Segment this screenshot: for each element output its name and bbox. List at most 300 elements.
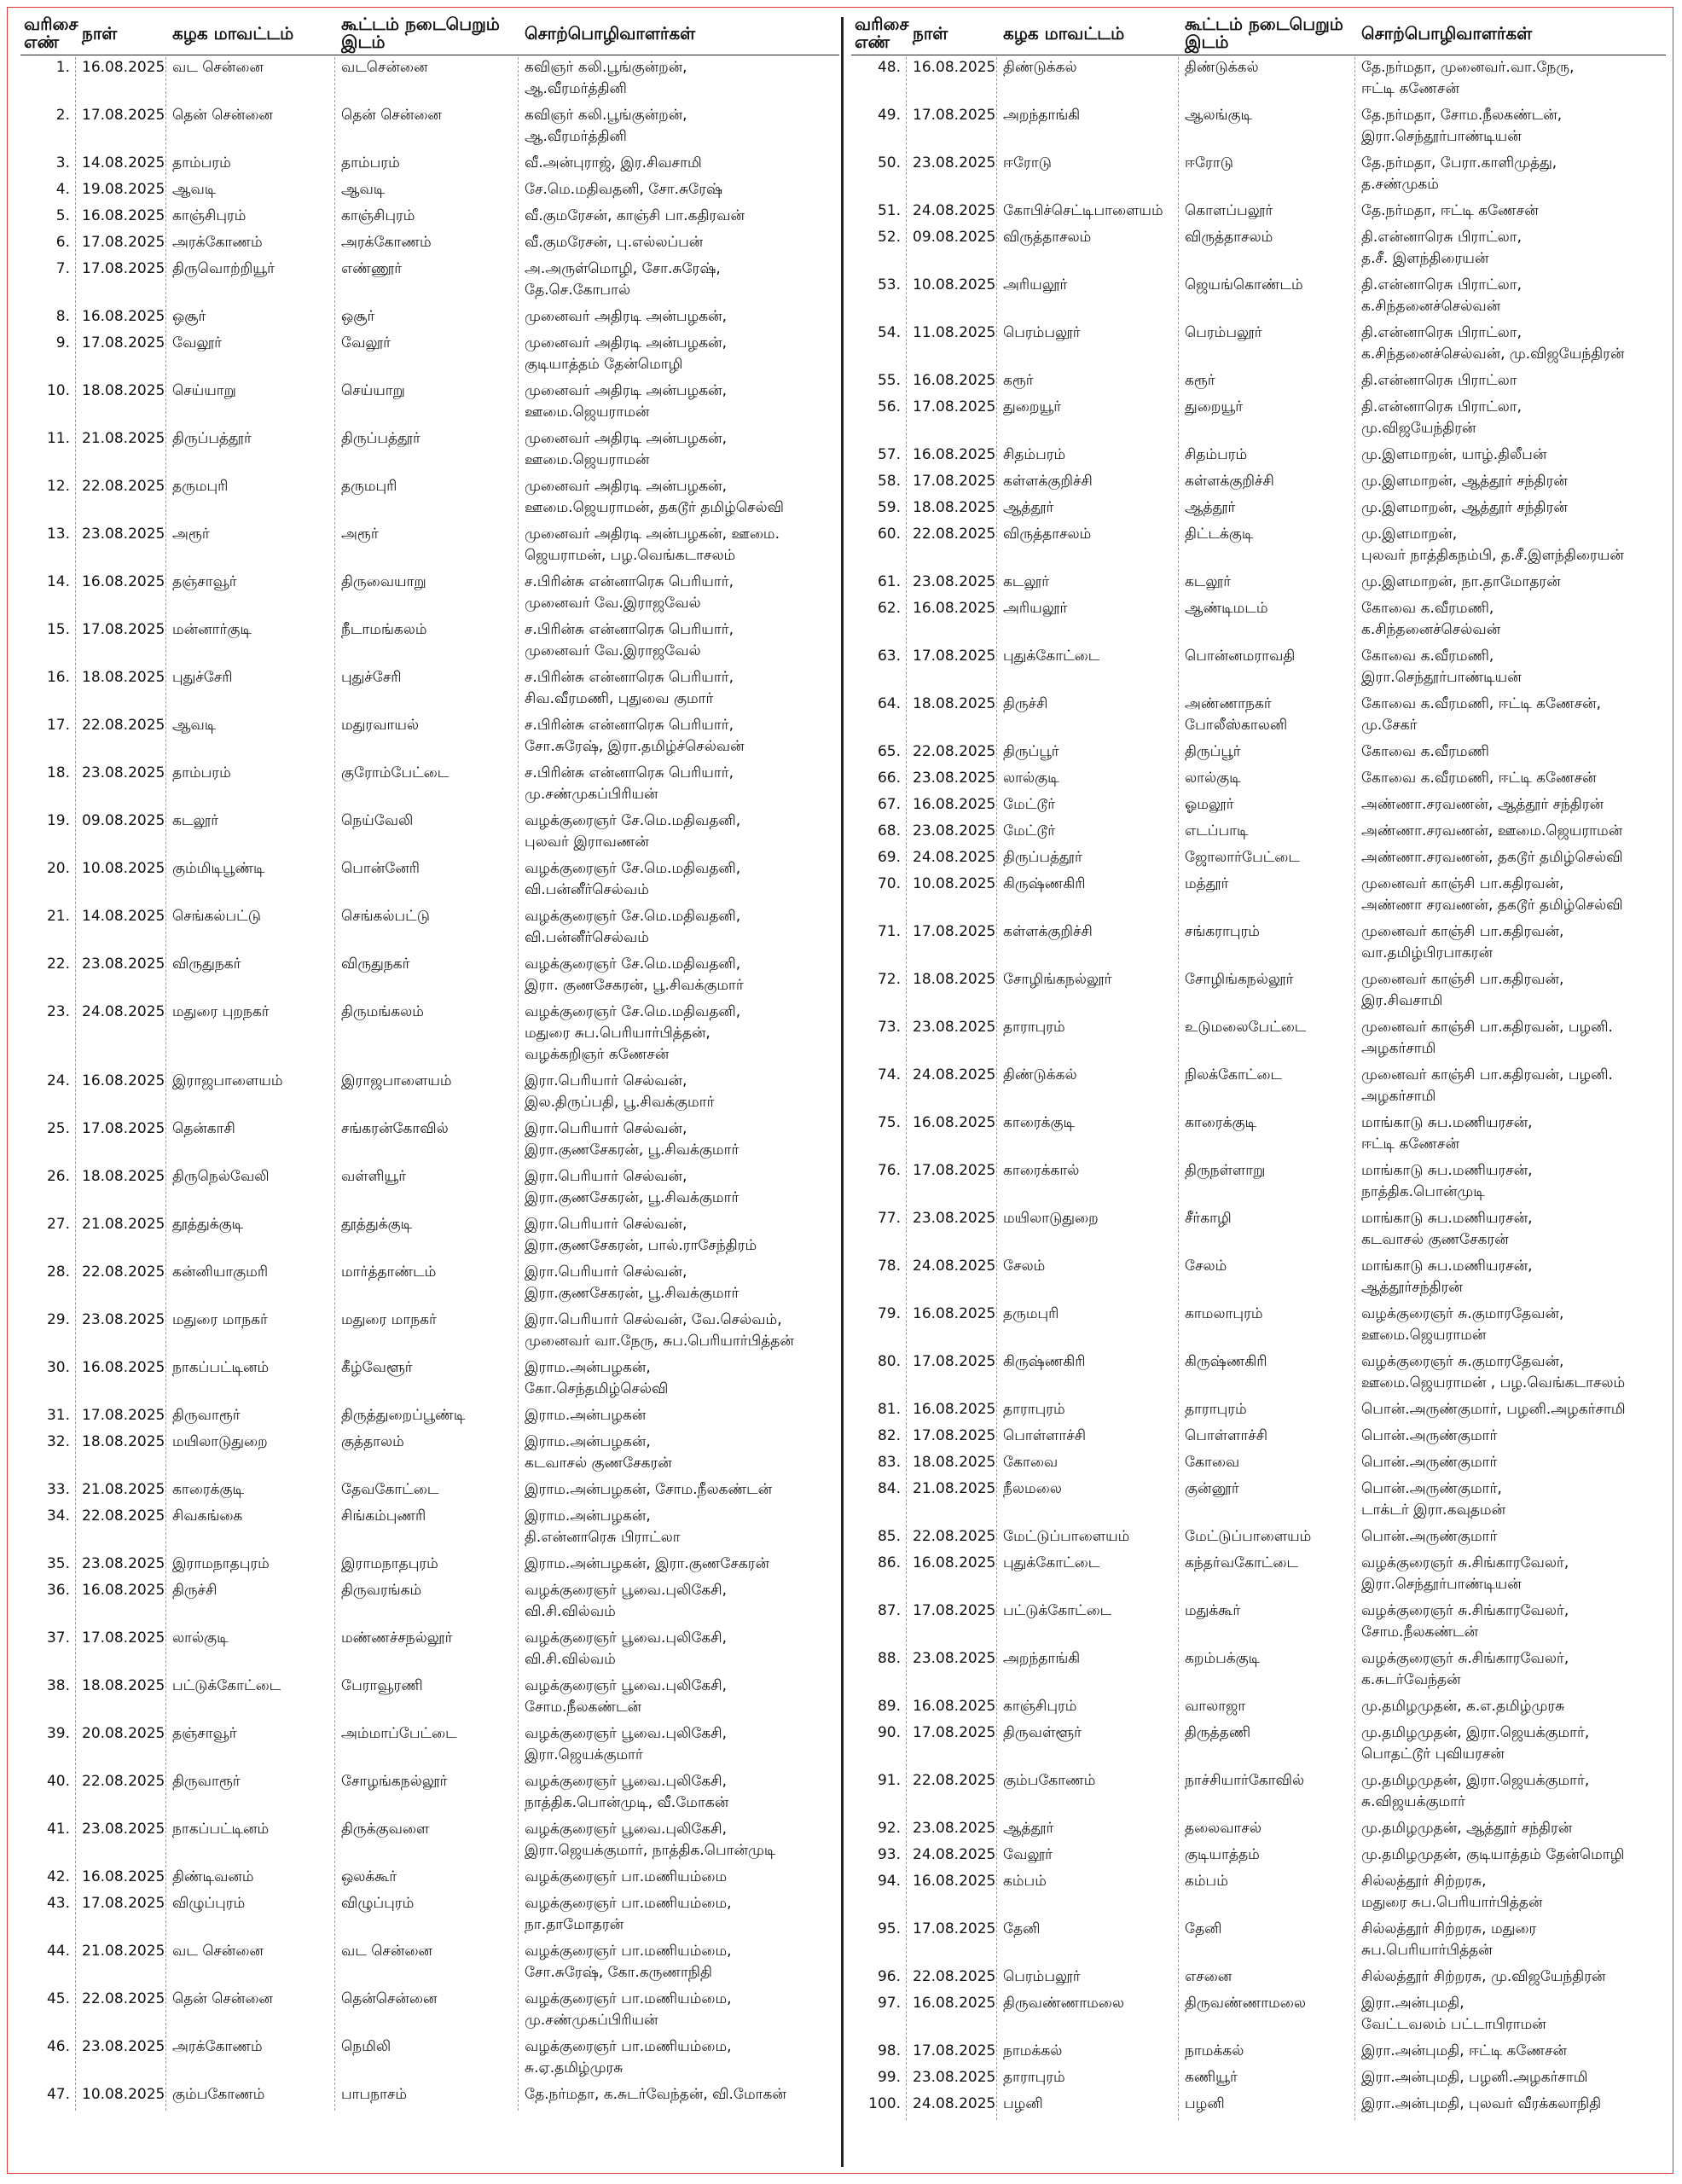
cell-venue: அம்மாப்பேட்டை	[341, 1725, 457, 1742]
cell-date: 16.08.2025	[913, 1995, 996, 2012]
cell-venue: ஒசூர்	[341, 308, 375, 325]
cell-date: 16.08.2025	[913, 1873, 996, 1890]
table-row	[20, 1941, 839, 1989]
cell-speakers: மு.தமிழமுதன், இரா.ஜெயக்குமார், பொதட்டூர் புவியரசன்	[1361, 1724, 1590, 1763]
cell-serial-no: 100.	[868, 2095, 901, 2112]
cell-venue: கோவை	[1185, 1454, 1240, 1471]
cell-district: அறந்தாங்கி	[1003, 1650, 1081, 1667]
cell-date: 22.08.2025	[82, 478, 165, 495]
cell-speakers: வீ.அன்புராஜ், இர.சிவசாமி	[525, 154, 702, 171]
cell-speakers: இரா.அன்புமதி, வேட்டவலம் பட்டாபிராமன்	[1361, 1995, 1546, 2033]
cell-district: தேனி	[1003, 1920, 1041, 1937]
cell-date: 17.08.2025	[82, 234, 165, 251]
cell-venue: தென்சென்னை	[341, 1990, 438, 2007]
cell-district: மேட்டூர்	[1003, 822, 1056, 839]
cell-date: 17.08.2025	[913, 1724, 996, 1741]
table-row	[851, 397, 1666, 444]
cell-venue: குத்தாலம்	[341, 1433, 404, 1450]
cell-venue: கரூர்	[1185, 372, 1215, 389]
cell-date: 21.08.2025	[82, 1943, 165, 1960]
cell-serial-no: 74.	[877, 1066, 901, 1083]
table-row	[851, 200, 1666, 227]
cell-speakers: தே.நர்மதா, பேரா.காளிமுத்து, த.சண்முகம்	[1361, 154, 1557, 193]
cell-date: 22.08.2025	[913, 526, 996, 543]
table-row	[20, 1819, 839, 1867]
cell-serial-no: 17.	[46, 717, 70, 734]
cell-district: திண்டுக்கல்	[1003, 1066, 1077, 1083]
cell-serial-no: 11.	[46, 430, 70, 447]
cell-serial-no: 62.	[877, 600, 901, 617]
cell-date: 16.08.2025	[82, 1868, 165, 1885]
cell-serial-no: 73.	[877, 1019, 901, 1036]
table-row	[20, 1002, 839, 1071]
cell-serial-no: 61.	[877, 573, 901, 590]
cell-date: 17.08.2025	[913, 398, 996, 415]
table-row	[851, 1017, 1666, 1065]
cell-date: 23.08.2025	[913, 1820, 996, 1837]
cell-district: காரைக்கால்	[1003, 1162, 1080, 1179]
cell-district: வேலூர்	[172, 334, 223, 351]
cell-district: தென் சென்னை	[172, 1990, 273, 2007]
cell-speakers: வழக்குரைஞர் சே.மெ.மதிவதனி, வி.பன்னீர்செல்வம்	[525, 908, 741, 946]
cell-speakers: வழக்குரைஞர் பூவை.புலிகேசி, நாத்திக.பொன்முடி, வீ.மோகன்	[525, 1773, 729, 1811]
table-row	[851, 1399, 1666, 1426]
table-row	[851, 497, 1666, 524]
cell-venue: நெய்வேலி	[341, 812, 414, 829]
cell-venue: சங்கராபுரம்	[1185, 923, 1260, 940]
table-row	[851, 1993, 1666, 2041]
cell-serial-no: 96.	[877, 1968, 901, 1985]
cell-venue: குரோம்பேட்டை	[341, 764, 450, 781]
cell-venue: நாச்சியார்கோவில்	[1185, 1772, 1305, 1789]
cell-serial-no: 43.	[46, 1895, 70, 1912]
table-row	[851, 2041, 1666, 2067]
cell-speakers: வழக்குரைஞர் பூவை.புலிகேசி, வி.சி.வில்வம்	[525, 1629, 728, 1668]
cell-serial-no: 48.	[877, 59, 901, 76]
table-row	[20, 1071, 839, 1118]
cell-district: தருமபுரி	[1003, 1305, 1059, 1322]
cell-date: 18.08.2025	[82, 1168, 165, 1185]
cell-venue: துறையூர்	[1185, 398, 1244, 415]
cell-venue: விருத்தாசலம்	[1185, 229, 1273, 246]
cell-venue: பொன்னேரி	[341, 860, 420, 877]
cell-speakers: இராம.அன்பழகன், தி.என்னாரெசு பிராட்லா	[525, 1507, 681, 1546]
cell-district: கும்பகோணம்	[1003, 1772, 1096, 1789]
cell-date: 17.08.2025	[82, 260, 165, 277]
cell-district: தாராபுரம்	[1003, 1019, 1065, 1036]
cell-speakers: முனைவர் அதிரடி அன்பழகன், ஊமை.ஜெயராமன், தகடூர் தமிழ்செல்வி	[525, 478, 784, 516]
cell-venue: தேனி	[1185, 1920, 1222, 1937]
cell-date: 23.08.2025	[82, 2038, 165, 2055]
cell-speakers: வீ.குமரேசன், பு.எல்லப்பன்	[525, 234, 704, 251]
cell-speakers: அண்ணா.சரவணன், ஊமை.ஜெயராமன்	[1361, 822, 1623, 839]
cell-venue: நிலக்கோட்டை	[1185, 1066, 1283, 1083]
cell-district: அரக்கோணம்	[172, 2038, 263, 2055]
cell-speakers: மு.தமிழமுதன், ஆத்தூர் சந்திரன்	[1361, 1820, 1573, 1837]
cell-speakers: இரா.அன்புமதி, பழனி.அழகர்சாமி	[1361, 2069, 1588, 2086]
cell-speakers: மு.தமிழமுதன், குடியாத்தம் தேன்மொழி	[1361, 1846, 1625, 1863]
cell-speakers: வழக்குரைஞர் சே.மெ.மதிவதனி, புலவர் இராவணன்	[525, 812, 741, 851]
cell-district: திண்டுக்கல்	[1003, 59, 1077, 76]
cell-speakers: வழக்குரைஞர் பா.மணியம்மை, சு.ஏ.தமிழ்முரசு	[525, 2038, 732, 2077]
cell-date: 22.08.2025	[913, 1528, 996, 1545]
cell-venue: வட சென்னை	[341, 1943, 432, 1960]
cell-date: 16.08.2025	[82, 308, 165, 325]
cell-date: 10.08.2025	[913, 276, 996, 293]
cell-venue: மண்ணச்சநல்லூர்	[341, 1629, 453, 1647]
cell-venue: குடியாத்தம்	[1185, 1846, 1260, 1863]
cell-speakers: தி.என்னாரெசு பிராட்லா, மு.விஜயேந்திரன்	[1361, 398, 1522, 437]
cell-district: தாம்பரம்	[172, 764, 231, 781]
cell-speakers: மாங்காடு சுப.மணியரசன், கடவாசல் குணசேகரன்	[1361, 1210, 1533, 1248]
cell-date: 24.08.2025	[913, 1066, 996, 1083]
cell-venue: மதுக்கூர்	[1185, 1602, 1241, 1619]
cell-speakers: தி.என்னாரெசு பிராட்லா	[1361, 372, 1517, 389]
cell-serial-no: 83.	[877, 1454, 901, 1471]
cell-venue: கீழ்வேளூர்	[341, 1359, 413, 1376]
column-divider	[906, 57, 908, 2120]
cell-serial-no: 75.	[877, 1114, 901, 1131]
table-row	[851, 1966, 1666, 1993]
cell-serial-no: 95.	[877, 1920, 901, 1937]
header-date: நாள்	[82, 22, 118, 44]
cell-date: 22.08.2025	[913, 1968, 996, 1985]
cell-speakers: மு.தமிழமுதன், இரா.ஜெயக்குமார், சு.விஜயக்குமார்	[1361, 1772, 1590, 1810]
cell-venue: வள்ளியூர்	[341, 1168, 407, 1185]
cell-district: திருப்பூர்	[1003, 743, 1059, 760]
cell-serial-no: 87.	[877, 1602, 901, 1619]
table-row	[851, 57, 1666, 105]
cell-speakers: வழக்குரைஞர் சே.மெ.மதிவதனி, இரா. குணசேகரன், பூ.சிவக்குமார்	[525, 956, 744, 994]
schedule-table-right	[851, 12, 1666, 2162]
table-row	[851, 768, 1666, 794]
table-row	[851, 921, 1666, 969]
header-district: கழக மாவட்டம்	[1003, 22, 1125, 44]
cell-date: 16.08.2025	[913, 1114, 996, 1131]
cell-date: 16.08.2025	[82, 1359, 165, 1376]
cell-serial-no: 37.	[46, 1629, 70, 1647]
cell-speakers: தே.நர்மதா, ஈட்டி கணேசன்	[1361, 202, 1539, 219]
cell-serial-no: 14.	[46, 573, 70, 590]
cell-date: 17.08.2025	[913, 923, 996, 940]
cell-serial-no: 67.	[877, 796, 901, 813]
table-row	[20, 524, 839, 572]
table-row	[851, 1256, 1666, 1304]
cell-date: 24.08.2025	[913, 202, 996, 219]
cell-district: புதுச்சேரி	[172, 669, 233, 686]
column-divider	[518, 57, 519, 2111]
cell-speakers: வழக்குரைஞர் பூவை.புலிகேசி, வி.சி.வில்வம்	[525, 1582, 728, 1620]
cell-date: 23.08.2025	[913, 1650, 996, 1667]
cell-date: 23.08.2025	[913, 1210, 996, 1227]
cell-serial-no: 52.	[877, 229, 901, 246]
cell-district: அரூர்	[172, 526, 210, 543]
cell-venue: திருப்பூர்	[1185, 743, 1241, 760]
cell-venue: திருக்குவளை	[341, 1821, 430, 1838]
table-row	[20, 1166, 839, 1214]
cell-speakers: முனைவர் காஞ்சி பா.கதிரவன், அண்ணா சரவணன், தகடூர் தமிழ்செல்வி	[1361, 875, 1623, 914]
table-row	[851, 1919, 1666, 1966]
table-row	[851, 322, 1666, 370]
cell-date: 18.08.2025	[913, 971, 996, 988]
table-row	[20, 763, 839, 810]
cell-serial-no: 13.	[46, 526, 70, 543]
cell-date: 24.08.2025	[913, 2095, 996, 2112]
cell-speakers: மாங்காடு சுப.மணியரசன், நாத்திக.பொன்முடி	[1361, 1162, 1533, 1200]
cell-venue: பொன்னமராவதி	[1185, 648, 1296, 665]
cell-serial-no: 41.	[46, 1821, 70, 1838]
cell-serial-no: 66.	[877, 770, 901, 787]
cell-venue: கடலூர்	[1185, 573, 1232, 590]
cell-venue: கந்தர்வகோட்டை	[1185, 1554, 1298, 1571]
cell-venue: தென் சென்னை	[341, 107, 442, 124]
cell-district: அரியலூர்	[1003, 600, 1068, 617]
cell-venue: அண்ணாநகர் போலீஸ்காலனி	[1185, 695, 1288, 734]
table-row	[851, 1844, 1666, 1871]
cell-venue: செங்கல்பட்டு	[341, 908, 430, 925]
cell-date: 10.08.2025	[913, 875, 996, 892]
cell-district: வட சென்னை	[172, 1943, 264, 1960]
cell-district: நாகப்பட்டினம்	[172, 1821, 270, 1838]
cell-district: மயிலாடுதுறை	[172, 1433, 268, 1450]
cell-district: திருப்பத்தூர்	[172, 430, 252, 447]
cell-district: திருப்பத்தூர்	[1003, 849, 1082, 866]
cell-serial-no: 92.	[877, 1820, 901, 1837]
cell-district: மதுரை புறநகர்	[172, 1003, 270, 1020]
cell-date: 14.08.2025	[82, 154, 165, 171]
cell-speakers: முனைவர் அதிரடி அன்பழகன், ஊமை.ஜெயராமன்	[525, 430, 728, 468]
cell-speakers: இரா.பெரியார் செல்வன், இல.திருப்பதி, பூ.சிவக்குமார்	[525, 1072, 715, 1111]
table-row	[20, 954, 839, 1002]
cell-speakers: வழக்குரைஞர் பூவை.புலிகேசி, இரா.ஜெயக்குமார்	[525, 1725, 728, 1763]
cell-speakers: மு.இளமாறன், ஆத்தூர் சந்திரன்	[1361, 499, 1568, 516]
cell-serial-no: 93.	[877, 1846, 901, 1863]
cell-district: பெரம்பலூர்	[1003, 324, 1081, 341]
cell-venue: சிங்கம்புணரி	[341, 1507, 426, 1525]
column-divider	[996, 57, 998, 2120]
cell-district: கள்ளக்குறிச்சி	[1003, 473, 1093, 490]
cell-speakers: முனைவர் அதிரடி அன்பழகன், குடியாத்தம் தேன்மொழி	[525, 334, 728, 373]
cell-district: பட்டுக்கோட்டை	[1003, 1602, 1112, 1619]
cell-district: நாகப்பட்டினம்	[172, 1359, 270, 1376]
cell-district: காரைக்குடி	[172, 1481, 245, 1498]
cell-serial-no: 28.	[46, 1263, 70, 1281]
cell-venue: தருமபுரி	[341, 478, 397, 495]
cell-venue: இராமநாதபுரம்	[341, 1555, 438, 1572]
cell-district: கள்ளக்குறிச்சி	[1003, 923, 1093, 940]
cell-serial-no: 56.	[877, 398, 901, 415]
cell-speakers: இரா.அன்புமதி, புலவர் வீரக்கலாநிதி	[1361, 2095, 1602, 2112]
cell-date: 17.08.2025	[913, 648, 996, 665]
column-divider	[334, 57, 336, 2111]
table-row	[851, 2067, 1666, 2094]
cell-speakers: தி.என்னாரெசு பிராட்லா, க.சிந்தனைச்செல்வன், மு.விஜயேந்திரன்	[1361, 324, 1625, 363]
cell-serial-no: 65.	[877, 743, 901, 760]
cell-date: 16.08.2025	[82, 1072, 165, 1089]
cell-district: திருச்சி	[172, 1582, 218, 1599]
cell-serial-no: 18.	[46, 764, 70, 781]
table-row	[851, 874, 1666, 921]
cell-speakers: வழக்குரைஞர் சு.சிங்காரவேலர், க.சுடர்வேந்தன்	[1361, 1650, 1569, 1688]
table-row	[851, 1304, 1666, 1351]
cell-district: ஆவடி	[172, 717, 217, 734]
cell-serial-no: 40.	[46, 1773, 70, 1790]
cell-venue: பாபநாசம்	[341, 2086, 408, 2103]
cell-speakers: கவிஞர் கலி.பூங்குன்றன், ஆ.வீரமர்த்தினி	[525, 107, 687, 145]
cell-speakers: வழக்குரைஞர் பா.மணியம்மை	[525, 1868, 728, 1885]
table-row	[20, 1118, 839, 1166]
cell-serial-no: 5.	[55, 207, 70, 224]
table-row	[20, 428, 839, 476]
cell-date: 18.08.2025	[913, 499, 996, 516]
cell-venue: திருத்தணி	[1185, 1724, 1251, 1741]
cell-venue: திருவையாறு	[341, 573, 426, 590]
cell-venue: அரக்கோணம்	[341, 234, 432, 251]
cell-date: 23.08.2025	[913, 822, 996, 839]
cell-speakers: முனைவர் காஞ்சி பா.கதிரவன், வா.தமிழ்பிரபாகரன்	[1361, 923, 1564, 961]
cell-serial-no: 7.	[55, 260, 70, 277]
table-row	[20, 1771, 839, 1819]
cell-speakers: ச.பிரின்சு என்னாரெசு பெரியார், முனைவர் வே.இராஜவேல்	[525, 621, 734, 659]
cell-serial-no: 16.	[46, 669, 70, 686]
cell-district: ஈரோடு	[1003, 154, 1052, 171]
cell-district: திருவண்ணாமலை	[1003, 1995, 1124, 2012]
table-row	[20, 2084, 839, 2111]
cell-serial-no: 44.	[46, 1943, 70, 1960]
table-row	[851, 572, 1666, 598]
cell-venue: கணியூர்	[1185, 2069, 1238, 2086]
table-row	[851, 1871, 1666, 1919]
cell-district: தாராபுரம்	[1003, 1401, 1065, 1418]
cell-date: 17.08.2025	[913, 1920, 996, 1937]
cell-serial-no: 20.	[46, 860, 70, 877]
cell-venue: காரைக்குடி	[1185, 1114, 1257, 1131]
cell-district: காஞ்சிபுரம்	[172, 207, 246, 224]
cell-date: 18.08.2025	[82, 669, 165, 686]
cell-venue: சங்கரன்கோவில்	[341, 1120, 449, 1137]
cell-venue: சேலம்	[1185, 1258, 1227, 1275]
table-body-left	[20, 57, 839, 2111]
table-row	[20, 1676, 839, 1723]
cell-venue: மதுரவாயல்	[341, 717, 420, 734]
cell-speakers: முனைவர் காஞ்சி பா.கதிரவன், இர.சிவசாமி	[1361, 971, 1564, 1009]
cell-serial-no: 25.	[46, 1120, 70, 1137]
cell-district: துறையூர்	[1003, 398, 1062, 415]
table-row	[851, 444, 1666, 471]
cell-district: லால்குடி	[1003, 770, 1059, 787]
table-row	[851, 471, 1666, 497]
cell-district: திருவாரூர்	[172, 1773, 241, 1790]
table-row	[20, 1893, 839, 1941]
table-row	[851, 1600, 1666, 1648]
cell-date: 17.08.2025	[913, 1427, 996, 1444]
table-row	[851, 741, 1666, 768]
table-row	[20, 858, 839, 906]
cell-district: திண்டிவனம்	[172, 1868, 254, 1885]
cell-date: 23.08.2025	[82, 1555, 165, 1572]
cell-venue: திருவரங்கம்	[341, 1582, 422, 1599]
cell-venue: விழுப்புரம்	[341, 1895, 415, 1912]
cell-date: 23.08.2025	[82, 764, 165, 781]
cell-district: தாராபுரம்	[1003, 2069, 1065, 2086]
cell-venue: ஆலங்குடி	[1185, 107, 1253, 124]
table-row	[851, 1770, 1666, 1818]
cell-district: தருமபுரி	[172, 478, 229, 495]
cell-serial-no: 19.	[46, 812, 70, 829]
cell-venue: இராஜபாளையம்	[341, 1072, 452, 1089]
table-row	[851, 1478, 1666, 1526]
cell-serial-no: 49.	[877, 107, 901, 124]
cell-venue: குன்னூர்	[1185, 1480, 1239, 1497]
cell-district: கிருஷ்ணகிரி	[1003, 1353, 1086, 1370]
cell-date: 24.08.2025	[913, 1258, 996, 1275]
cell-district: திருச்சி	[1003, 695, 1048, 712]
cell-serial-no: 72.	[877, 971, 901, 988]
header-serial-no: வரிசை எண்	[24, 14, 78, 52]
cell-date: 22.08.2025	[82, 1990, 165, 2007]
cell-venue: திட்டக்குடி	[1185, 526, 1254, 543]
cell-serial-no: 79.	[877, 1305, 901, 1322]
table-row	[20, 57, 839, 105]
cell-date: 17.08.2025	[82, 107, 165, 124]
cell-speakers: வழக்குரைஞர் பூவை.புலிகேசி, இரா.ஜெயக்குமார், நாத்திக.பொன்முடி	[525, 1821, 776, 1859]
cell-speakers: பொன்.அருண்குமார், பழனி.அழகர்சாமி	[1361, 1401, 1626, 1418]
cell-speakers: மாங்காடு சுப.மணியரசன், ஈட்டி கணேசன்	[1361, 1114, 1533, 1153]
cell-district: மன்னார்குடி	[172, 621, 252, 638]
cell-district: ஆத்தூர்	[1003, 1820, 1054, 1837]
cell-district: கடலூர்	[1003, 573, 1050, 590]
cell-district: ஒசூர்	[172, 308, 206, 325]
cell-district: மதுரை மாநகர்	[172, 1311, 268, 1328]
table-row	[851, 153, 1666, 200]
table-row	[20, 258, 839, 306]
cell-date: 18.08.2025	[82, 382, 165, 399]
cell-speakers: சில்லத்தூர் சிற்றரசு, மதுரை சுப.பெரியார்பித்தன்	[1361, 1920, 1537, 1959]
cell-date: 21.08.2025	[82, 1216, 165, 1233]
cell-district: செய்யாறு	[172, 382, 236, 399]
table-row	[20, 715, 839, 763]
table-row	[851, 1526, 1666, 1553]
cell-speakers: மாங்காடு சுப.மணியரசன், ஆத்தூர்சந்திரன்	[1361, 1258, 1533, 1296]
cell-date: 18.08.2025	[913, 1454, 996, 1471]
cell-speakers: இரா.அன்புமதி, ஈட்டி கணேசன்	[1361, 2042, 1567, 2059]
table-row	[20, 1723, 839, 1771]
cell-speakers: ச.பிரின்சு என்னாரெசு பெரியார், சோ.சுரேஷ், இரா.தமிழ்ச்செல்வன்	[525, 717, 745, 755]
cell-serial-no: 6.	[55, 234, 70, 251]
cell-date: 17.08.2025	[82, 1895, 165, 1912]
cell-speakers: மு.இளமாறன், புலவர் நாத்திகநம்பி, த.சீ.இளந்திரையன்	[1361, 526, 1624, 564]
cell-serial-no: 97.	[877, 1995, 901, 2012]
cell-speakers: சே.மெ.மதிவதனி, சோ.சுரேஷ்	[525, 181, 723, 198]
cell-speakers: இரா.பெரியார் செல்வன், வே.செல்வம், முனைவர் வா.நேரு, சுப.பெரியார்பித்தன்	[525, 1311, 794, 1350]
cell-venue: தூத்துக்குடி	[341, 1216, 413, 1233]
cell-district: தென்காசி	[172, 1120, 235, 1137]
cell-speakers: கவிஞர் கலி.பூங்குன்றன், ஆ.வீரமர்த்தினி	[525, 59, 687, 97]
cell-date: 16.08.2025	[913, 1698, 996, 1715]
table-row	[851, 1065, 1666, 1112]
cell-district: புதுக்கோட்டை	[1003, 648, 1100, 665]
cell-date: 21.08.2025	[82, 430, 165, 447]
cell-date: 09.08.2025	[82, 812, 165, 829]
cell-district: திருவொற்றியூர்	[172, 260, 275, 277]
cell-district: மயிலாடுதுறை	[1003, 1210, 1099, 1227]
cell-speakers: முனைவர் அதிரடி அன்பழகன்,	[525, 308, 728, 325]
cell-venue: கள்ளக்குறிச்சி	[1185, 473, 1274, 490]
cell-date: 10.08.2025	[82, 2086, 165, 2103]
cell-venue: எடப்பாடி	[1185, 822, 1249, 839]
cell-serial-no: 89.	[877, 1698, 901, 1715]
cell-date: 16.08.2025	[913, 446, 996, 463]
